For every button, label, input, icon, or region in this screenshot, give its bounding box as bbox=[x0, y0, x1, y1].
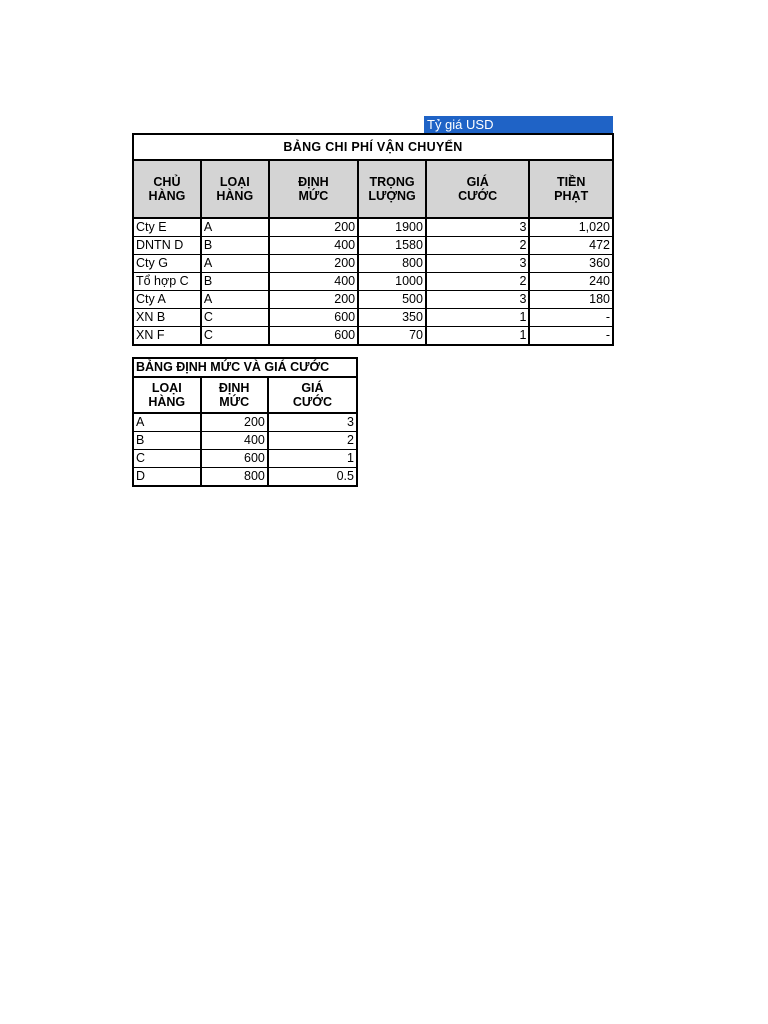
table-cell[interactable]: 600 bbox=[269, 309, 358, 327]
table-cell[interactable]: 1 bbox=[426, 327, 529, 346]
table-cell[interactable]: 200 bbox=[269, 255, 358, 273]
table-row bbox=[133, 327, 613, 346]
header-cell[interactable]: GIÁ CƯỚC bbox=[268, 377, 357, 413]
table-cell[interactable]: 0.5 bbox=[268, 468, 357, 487]
table-cell[interactable]: 350 bbox=[358, 309, 426, 327]
table-cell[interactable]: 360 bbox=[529, 255, 613, 273]
table-cell[interactable]: DNTN D bbox=[133, 237, 201, 255]
table-cell[interactable]: 472 bbox=[529, 237, 613, 255]
table-cell[interactable]: C bbox=[133, 450, 201, 468]
exchange-rate-label[interactable]: Tỷ giá USD bbox=[424, 116, 613, 133]
table-cell[interactable]: 1 bbox=[426, 309, 529, 327]
table-cell[interactable]: 800 bbox=[358, 255, 426, 273]
header-cell[interactable]: ĐỊNH MỨC bbox=[269, 160, 358, 218]
table-row bbox=[133, 218, 613, 237]
table-cell[interactable]: A bbox=[201, 255, 269, 273]
table-row bbox=[133, 273, 613, 291]
table-cell[interactable]: 200 bbox=[201, 413, 268, 432]
norm-table-title[interactable]: BẢNG ĐỊNH MỨC VÀ GIÁ CƯỚC bbox=[133, 358, 357, 377]
table-cell[interactable]: Cty A bbox=[133, 291, 201, 309]
header-cell[interactable]: LOẠI HÀNG bbox=[201, 160, 269, 218]
table-cell[interactable]: XN B bbox=[133, 309, 201, 327]
table-cell[interactable]: 200 bbox=[269, 218, 358, 237]
table-cell[interactable]: Cty G bbox=[133, 255, 201, 273]
table-cell[interactable]: - bbox=[529, 327, 613, 346]
header-cell[interactable]: TRỌNG LƯỢNG bbox=[358, 160, 426, 218]
shipping-table-header-row bbox=[133, 160, 613, 218]
table-row bbox=[133, 309, 613, 327]
table-cell[interactable]: Cty E bbox=[133, 218, 201, 237]
table-cell[interactable]: B bbox=[133, 432, 201, 450]
table-cell[interactable]: 2 bbox=[268, 432, 357, 450]
table-cell[interactable]: 3 bbox=[426, 255, 529, 273]
table-cell[interactable]: 600 bbox=[201, 450, 268, 468]
table-row bbox=[133, 432, 357, 450]
shipping-cost-table bbox=[132, 133, 614, 346]
table-cell[interactable]: 70 bbox=[358, 327, 426, 346]
table-cell[interactable]: D bbox=[133, 468, 201, 487]
table-cell[interactable]: 3 bbox=[268, 413, 357, 432]
table-cell[interactable]: A bbox=[201, 218, 269, 237]
header-cell[interactable]: CHỦ HÀNG bbox=[133, 160, 201, 218]
table-cell[interactable]: 200 bbox=[269, 291, 358, 309]
table-cell[interactable]: 1,020 bbox=[529, 218, 613, 237]
table-cell[interactable]: 1000 bbox=[358, 273, 426, 291]
table-cell[interactable]: C bbox=[201, 327, 269, 346]
table-cell[interactable]: B bbox=[201, 273, 269, 291]
table-row bbox=[133, 255, 613, 273]
table-cell[interactable]: 3 bbox=[426, 291, 529, 309]
table-cell[interactable]: 800 bbox=[201, 468, 268, 487]
table-cell[interactable]: XN F bbox=[133, 327, 201, 346]
norm-table-header-row bbox=[133, 377, 357, 413]
table-cell[interactable]: 400 bbox=[269, 273, 358, 291]
table-cell[interactable]: 400 bbox=[269, 237, 358, 255]
table-cell[interactable]: 1900 bbox=[358, 218, 426, 237]
header-cell[interactable]: LOẠI HÀNG bbox=[133, 377, 201, 413]
table-row bbox=[133, 450, 357, 468]
table-cell[interactable]: 1580 bbox=[358, 237, 426, 255]
table-row bbox=[133, 468, 357, 487]
table-cell[interactable]: 2 bbox=[426, 237, 529, 255]
shipping-table-title[interactable]: BẢNG CHI PHÍ VẬN CHUYỂN bbox=[133, 134, 613, 160]
table-cell[interactable]: 2 bbox=[426, 273, 529, 291]
table-cell[interactable]: 1 bbox=[268, 450, 357, 468]
table-cell[interactable]: 240 bbox=[529, 273, 613, 291]
table-cell[interactable]: A bbox=[133, 413, 201, 432]
header-cell[interactable]: ĐỊNH MỨC bbox=[201, 377, 268, 413]
table-cell[interactable]: A bbox=[201, 291, 269, 309]
table-cell[interactable]: - bbox=[529, 309, 613, 327]
header-cell[interactable]: GIÁ CƯỚC bbox=[426, 160, 529, 218]
norm-rate-table bbox=[132, 357, 358, 487]
header-cell[interactable]: TIỀN PHẠT bbox=[529, 160, 613, 218]
table-cell[interactable]: 600 bbox=[269, 327, 358, 346]
table-row bbox=[133, 291, 613, 309]
table-cell[interactable]: B bbox=[201, 237, 269, 255]
table-row bbox=[133, 413, 357, 432]
table-cell[interactable]: 500 bbox=[358, 291, 426, 309]
table-row bbox=[133, 237, 613, 255]
table-cell[interactable]: C bbox=[201, 309, 269, 327]
table-cell[interactable]: 3 bbox=[426, 218, 529, 237]
table-cell[interactable]: Tổ hợp C bbox=[133, 273, 201, 291]
table-cell[interactable]: 400 bbox=[201, 432, 268, 450]
table-cell[interactable]: 180 bbox=[529, 291, 613, 309]
